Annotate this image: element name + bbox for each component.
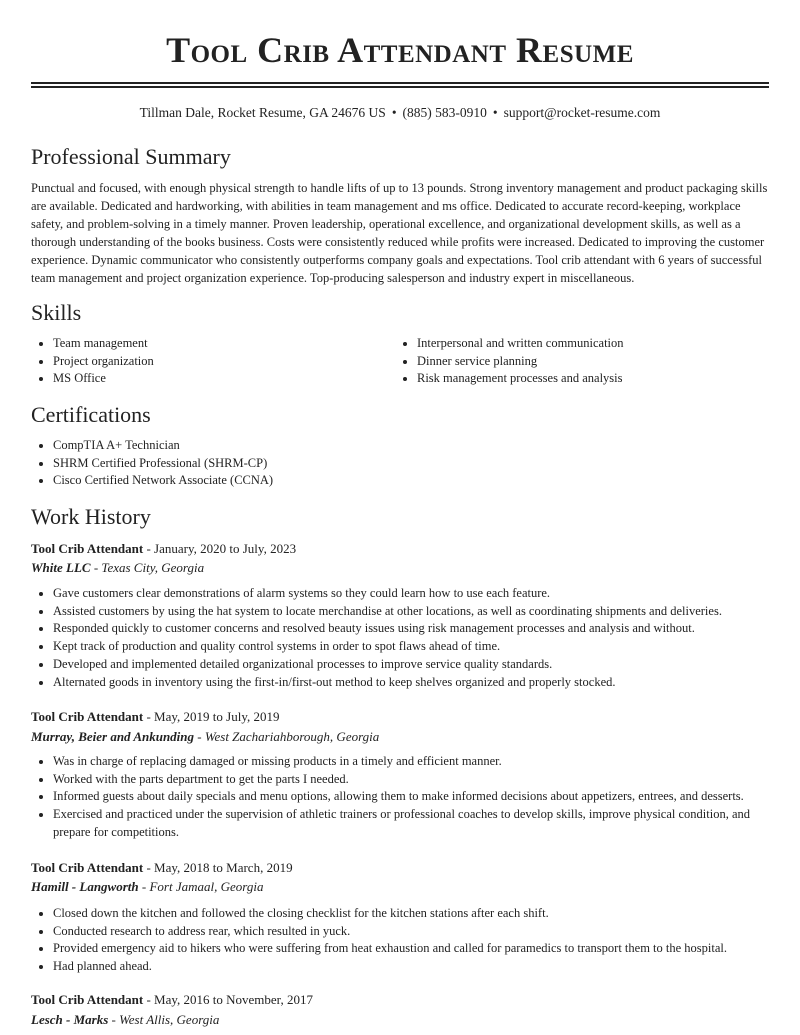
summary-text: Punctual and focused, with enough physical strength to handle lifts of up to 13 pounds. Strong inventory management and product packaging skills are available. Dedicated and hardworking, with abilities in team management and ms office. Dedicated to accurate record-keeping, workplace safety, and problem-solving in a timely manner. Proven leadership, operational excellence, and organizational development skills, as well as a thorough understanding of the books business. Costs were consistently reduced while profits were increased. Dedicated to improving the customer experience. Dynamic communicator who consistently outperforms company goals and expectations. Tool crib attendant with 6 years of successful team management and project organization experience. Top-producing salesperson and industry expert in miscellaneous. [31,181,768,285]
resume-title: Tool Crib Attendant Resume [166,30,634,70]
certification-item: Cisco Certified Network Associate (CCNA) [31,472,769,490]
job-company-line [31,878,263,896]
contact-separator: • [391,105,397,120]
contact-phone: (885) 583-0910 [402,105,487,120]
contact-email: support@rocket-resume.com [503,105,661,120]
work-history-heading: Work History [31,504,151,529]
job-location: - West Allis, Georgia [108,1012,220,1027]
job-duty: Exercised and practiced under the supervision of athletic trainers or professional coaches to develop skills, improve physical condition, and prepare for competitions. [31,806,769,841]
job-duties-list [31,585,769,691]
job-dates: - May, 2019 to July, 2019 [143,709,280,724]
certifications-heading: Certifications [31,402,151,427]
job-title: Tool Crib Attendant [31,709,144,724]
contact-separator: • [492,105,498,120]
job-duty: Kept track of production and quality control systems in order to spot flaws ahead of time. [31,638,769,656]
job-title: Tool Crib Attendant [31,541,144,556]
job-dates: - May, 2018 to March, 2019 [143,860,293,875]
job-duty: Closed down the kitchen and followed the closing checklist for the kitchen stations after each shift. [31,905,769,923]
job-duties-list [31,905,769,976]
job-company: Hamill - Langworth [31,879,139,894]
title-divider-top [31,82,769,84]
job-title: Tool Crib Attendant [31,860,144,875]
skill-item: Interpersonal and written communication [395,335,769,353]
job-dates: - May, 2016 to November, 2017 [143,992,313,1007]
certification-item: CompTIA A+ Technician [31,437,769,455]
skill-item: Project organization [31,353,391,371]
job-location: - West Zachariahborough, Georgia [194,729,380,744]
skills-list-left [31,335,391,388]
skill-item: MS Office [31,370,391,388]
skills-list-right [395,335,769,388]
job-dates: - January, 2020 to July, 2023 [143,541,297,556]
certifications-list [31,437,769,490]
contact-address: Tillman Dale, Rocket Resume, GA 24676 US [139,105,386,120]
job-duty: Alternated goods in inventory using the first-in/first-out method to keep shelves organized and properly stocked. [31,674,769,692]
job-header [31,708,279,726]
job-company-line [31,728,379,746]
job-duty: Gave customers clear demonstrations of alarm systems so they could learn how to use each feature. [31,585,769,603]
skills-heading: Skills [31,300,82,325]
skill-item: Dinner service planning [395,353,769,371]
job-title: Tool Crib Attendant [31,992,144,1007]
job-duty: Informed guests about daily specials and menu options, allowing them to make informed decisions about appetizers, entrees, and desserts. [31,788,769,806]
job-company-line [31,559,204,577]
job-header [31,859,293,877]
job-duty: Was in charge of replacing damaged or missing products in a timely and efficient manner. [31,753,769,771]
job-duty: Conducted research to address rear, which resulted in yuck. [31,923,769,941]
job-duty: Developed and implemented detailed organizational processes to improve service quality standards. [31,656,769,674]
job-header [31,991,313,1009]
job-duty: Assisted customers by using the hat system to locate merchandise at other locations, as well as coordinating shipments and deliveries. [31,603,769,621]
job-location: - Texas City, Georgia [90,560,205,575]
job-company-line [31,1011,219,1029]
skill-item: Risk management processes and analysis [395,370,769,388]
job-header [31,540,296,558]
job-location: - Fort Jamaal, Georgia [138,879,264,894]
contact-line [31,104,769,122]
summary-heading: Professional Summary [31,144,231,169]
title-divider-bottom [31,86,769,88]
job-duty: Had planned ahead. [31,958,769,976]
skill-item: Team management [31,335,391,353]
job-duties-list [31,753,769,842]
job-company: White LLC [31,560,91,575]
certification-item: SHRM Certified Professional (SHRM-CP) [31,455,769,473]
job-duty: Provided emergency aid to hikers who were suffering from heat exhaustion and called for paramedics to transport them to the hospital. [31,940,769,958]
job-duty: Worked with the parts department to get the parts I needed. [31,771,769,789]
job-company: Murray, Beier and Ankunding [31,729,195,744]
job-duty: Responded quickly to customer concerns and resolved beauty issues using risk management processes and analysis and without. [31,620,769,638]
job-company: Lesch - Marks [31,1012,109,1027]
